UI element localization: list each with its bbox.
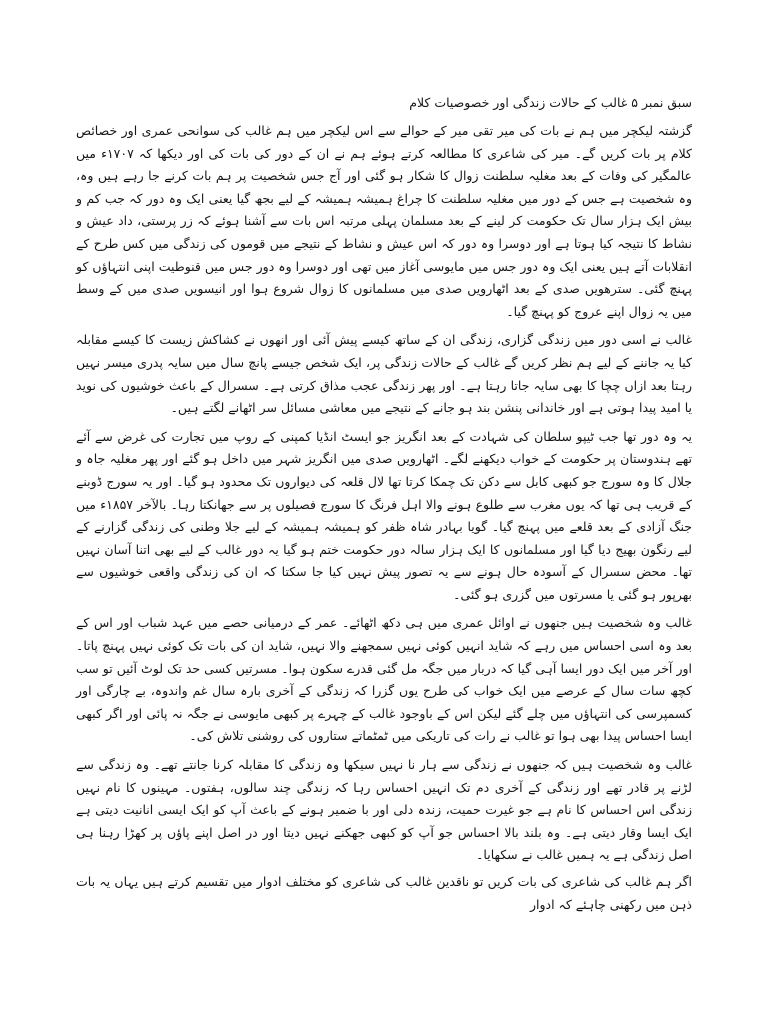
paragraph-resilience: غالب وہ شخصیت ہیں کہ جنھوں نے زندگی سے ہار نا نہیں سیکھا وہ زندگی کا مقابلہ کرنا جانتے تھے۔ وہ زندگی سے لڑنے پر قادر تھے اور زندگی کے آخری دم تک انہیں احساس رہا کہ زندگی چند سالوں، ہفتوں۔ مہینوں کا نام نہیں زندگی اس احساس کا نام ہے جو غیرت حمیت، زندہ دلی اور با ضمیر ہونے کے باعث آپ کو ایک ایسی انانیت دیتی ہے ایک ایسا وقار دیتی ہے۔ وہ بلند بالا احساس جو آپ کو کبھی جھکنے نہیں دیتا اور در اصل اپنے پاؤں پر کھڑا رہنا ہی اصل زندگی ہے یہ ہمیں غالب نے سکھایا۔ bbox=[76, 757, 692, 863]
paragraph-introduction: گزشتہ لیکچر میں ہم نے بات کی میر تقی میر کے حوالے سے اس لیکچر میں ہم غالب کی سوانحی عمری اور خصائص کلام پر بات کریں گے۔ میر کی شاعری کا مطالعہ کرتے ہوئے ہم نے ان کے دور کی بات کی اور دیکھا کہ ۱۷۰۷ء میں عالمگیر کی وفات کے بعد مغلیہ سلطنت زوال کا شکار ہو گئی اور آج جس شخصیت پر ہم بات کرنے جا رہے ہیں وہ، وہ شخصیت ہے جس کے دور میں مغلیہ سلطنت کا چراغ ہمیشہ ہمیشہ کے لیے بجھ گیا یعنی ایک وہ دور کہ جب کم و بیش ایک ہزار سال تک حکومت کر لینے کے بعد مسلمان پہلی مرتبہ اس بات سے آشنا ہوئے کہ زر پرستی، داد عیش و نشاط کا نتیجہ کیا ہوتا ہے اور دوسرا وہ دور کہ اس عیش و نشاط کے نتیجے میں قوموں کی زندگی میں کس طرح کے انقلابات آتے ہیں یعنی ایک وہ دور جس میں مایوسی آغاز میں تھی اور دوسرا وہ دور جس میں قنوطیت اپنی انتہاؤں کو پہنچ گئی۔ سترھویں صدی کے بعد اٹھارویں صدی میں مسلمانوں کا زوال شروع ہوا اور انیسویں صدی میں کے وسط میں یہ زوال اپنے عروج کو پہنچ گیا۔ bbox=[76, 123, 692, 319]
paragraph-historical-context: یہ وہ دور تھا جب ٹیپو سلطان کی شہادت کے بعد انگریز جو ایسٹ انڈیا کمپنی کے روپ میں تجارت کی غرض سے آئے تھے ہندوستان پر حکومت کے خواب دیکھنے لگے۔ اٹھارویں صدی میں انگریز شہر میں داخل ہو گئے اور پھر مغلیہ جاہ و جلال کا وہ سورج جو کبھی کابل سے دکن تک چمکا کرتا تھا لال قلعہ کی دیواروں تک محدود ہو گیا۔ اور یہ سورج ڈوبنے کے قریب ہی تھا کہ یوں مغرب سے طلوع ہونے والا اہل فرنگ کا سورج فصیلوں پر سے جھانکتا رہا۔ بالآخر ۱۸۵۷ء میں جنگ آزادی کے بعد قلعے میں پہنچ گیا۔ گویا بہادر شاہ ظفر کو ہمیشہ ہمیشہ کے لیے جلا وطنی کی زندگی گزارنے کے لیے رنگون بھیج دیا گیا اور مسلمانوں کا ایک ہزار سالہ دور حکومت ختم ہو گیا یہ دور غالب کے لیے بھی اتنا آسان نہیں تھا۔ محض سسرال کے آسودہ حال ہونے سے یہ تصور پیش نہیں کیا جا سکتا کہ ان کی زندگی واقعی خوشیوں سے بھرپور ہو گئی یا مسرتوں میں گزری ہو گئی۔ bbox=[76, 428, 692, 602]
document-body bbox=[76, 92, 692, 922]
paragraph-poetry-periods: اگر ہم غالب کی شاعری کی بات کریں تو ناقدین غالب کی شاعری کو مختلف ادوار میں تقسیم کرتے ہیں یہاں یہ بات ذہن میں رکھنی چاہئے کہ ادوار bbox=[76, 874, 692, 912]
paragraph-hardships: غالب وہ شخصیت ہیں جنھوں نے اوائل عمری میں ہی دکھ اٹھائے۔ عمر کے درمیانی حصے میں عہد شباب اور اس کے بعد وہ اسی احساس میں رہے کہ شاید انہیں کوئی نہیں سمجھنے والا نہیں، شاید ان کی بات تک کوئی نہیں پہنچ پاتا۔ اور آخر میں ایک دور ایسا آہی گیا کہ دربار میں جگہ مل گئی قدرے سکون ہوا۔ مسرتیں کسی حد تک لوٹ آئیں تو سب کچھ سات سال کے عرصے میں ایک خواب کی طرح یوں گزرا کہ زندگی کے آخری بارہ سال غم واندوہ، بے چارگی اور کسمپرسی کی انتہاؤں میں چلے گئے لیکن اس کے باوجود غالب کے چہرے پر کبھی مایوسی نے جگہ نہ پائی اور اگر کبھی ایسا احساس پیدا بھی ہوا تو غالب نے رات کی تاریکی میں ٹمٹماتے ستاروں کی روشنی تلاش کی۔ bbox=[76, 615, 692, 744]
paragraph-early-life: غالب نے اسی دور میں زندگی گزاری، زندگی ان کے ساتھ کیسے پیش آئی اور انھوں نے کشاکش زیست کا کیسے مقابلہ کیا یہ جاننے کے لیے ہم نظر کریں گے غالب کے حالات زندگی پر، ایک شخص جیسے پانچ سال میں سایہ پدری میسر نہیں رہتا بعد ازاں چچا کا بھی سایہ جاتا رہتا ہے۔ اور پھر زندگی عجب مذاق کرتی ہے۔ سسرال کے باعث خوشیوں کی نوید یا امید پیدا ہوتی ہے اور خاندانی پنشن بند ہو جانے کے نتیجے میں معاشی مسائل سر اٹھانے لگتے ہیں۔ bbox=[76, 332, 692, 416]
document-title: سبق نمبر ۵ غالب کے حالات زندگی اور خصوصیات کلام bbox=[409, 95, 692, 110]
